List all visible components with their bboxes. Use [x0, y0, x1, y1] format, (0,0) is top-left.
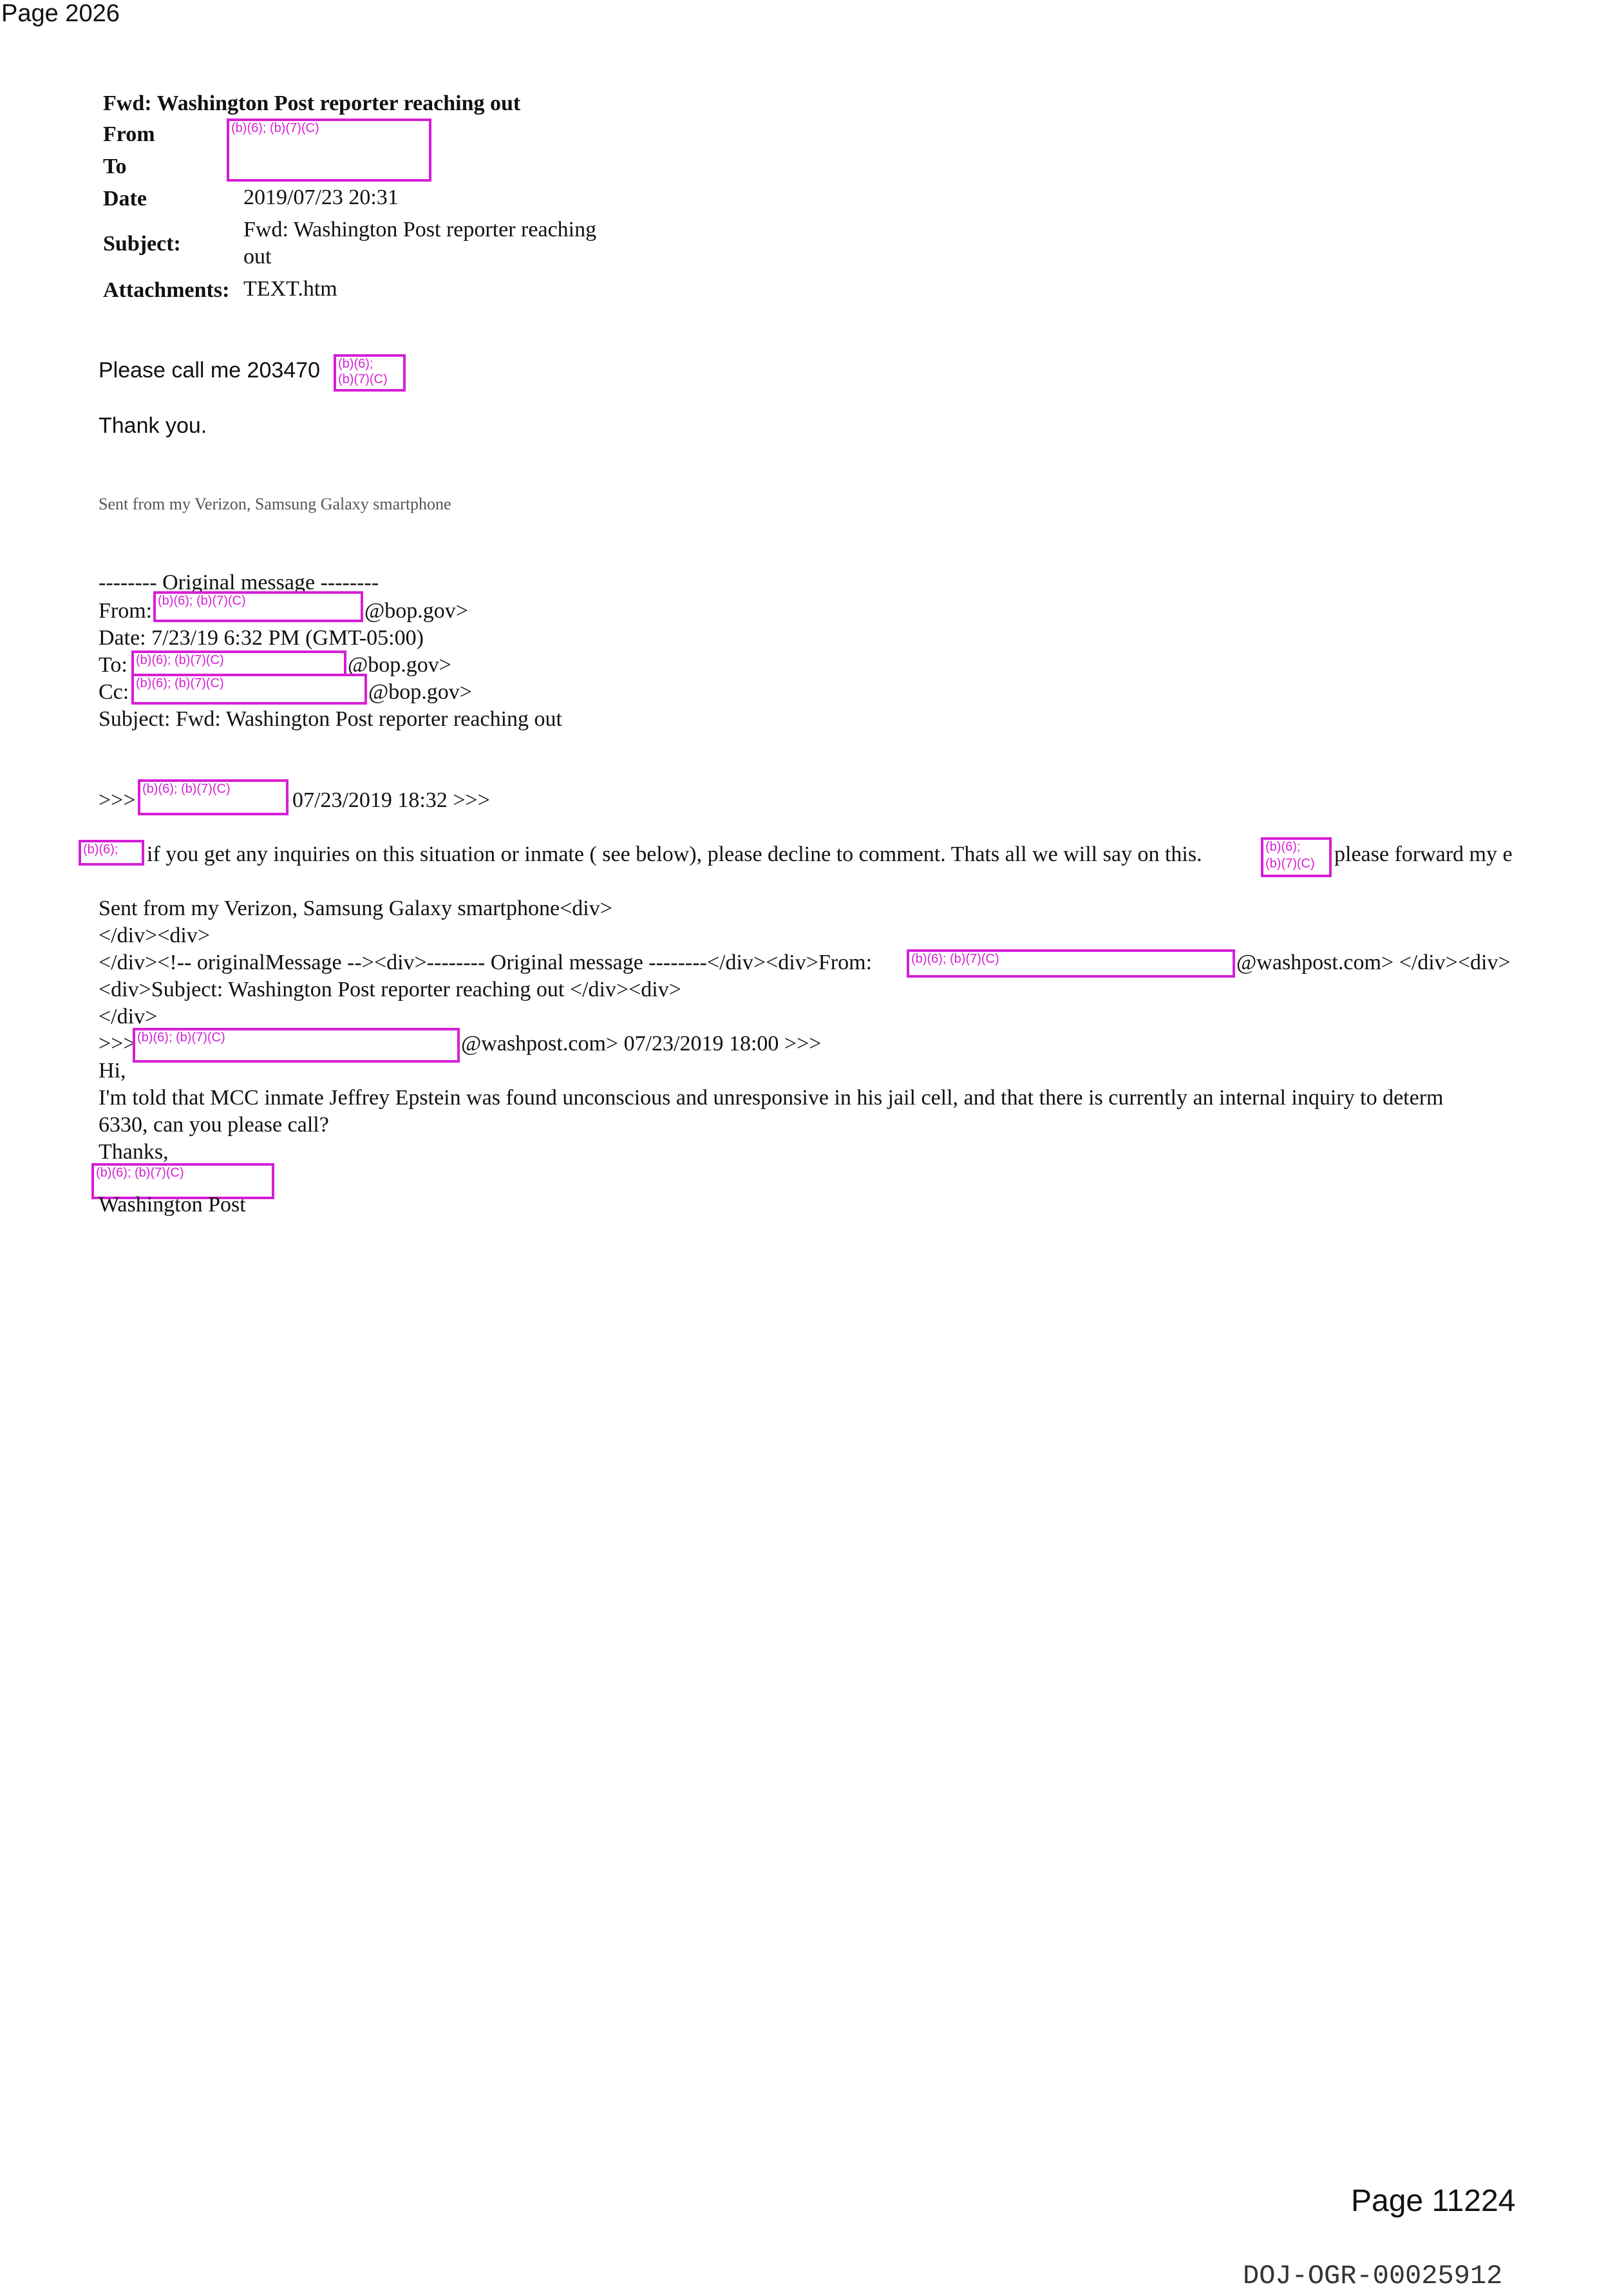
redaction-label: (b)(6); (b)(7)(C): [136, 676, 224, 690]
redaction-label: (b)(6); (b)(7)(C): [158, 594, 246, 608]
instruction-text: if you get any inquiries on this situation or inmate ( see below), please decline to comment. Thats all we will say on this.: [147, 842, 1202, 866]
instruction-tail: please forward my e: [1334, 842, 1513, 866]
body-line2: 6330, can you please call?: [99, 1113, 329, 1137]
redaction-label: (b)(7)(C): [338, 372, 388, 386]
date-value: 2019/07/23 20:31: [243, 185, 399, 209]
quote-suffix: 07/23/2019 18:32 >>>: [292, 788, 490, 812]
attachments-label: Attachments:: [103, 278, 230, 302]
attachments-value: TEXT.htm: [243, 277, 337, 301]
orig-cc-prefix: Cc:: [99, 680, 129, 704]
to-label: To: [103, 155, 127, 178]
redaction-label: (b)(6); (b)(7)(C): [142, 782, 231, 796]
quote-prefix: >>>: [99, 788, 136, 812]
quote2-suffix: @washpost.com> 07/23/2019 18:00 >>>: [461, 1032, 822, 1056]
redaction-label: (b)(6); (b)(7)(C): [911, 952, 999, 966]
call-line: Please call me 203470: [99, 358, 321, 383]
redaction-box-from: [227, 119, 431, 182]
redaction-box-phone: [334, 354, 406, 392]
hi-line: Hi,: [99, 1059, 126, 1083]
email-title: Fwd: Washington Post reporter reaching out: [103, 91, 521, 115]
orig-date-line: Date: 7/23/19 6:32 PM (GMT-05:00): [99, 626, 424, 650]
page-number: Page 11224: [1351, 2184, 1516, 2218]
body-line1: I'm told that MCC inmate Jeffrey Epstein was found unconscious and unresponsive in his jail cell, and that there is currently an internal inquiry to determ: [99, 1086, 1444, 1110]
redaction-label: (b)(6); (b)(7)(C): [231, 121, 319, 135]
redaction-label: (b)(6); (b)(7)(C): [137, 1030, 225, 1045]
redaction-label: (b)(7)(C): [1265, 857, 1315, 871]
quote2-prefix: >>>: [99, 1032, 136, 1056]
bates-number: DOJ-OGR-00025912: [1243, 2261, 1503, 2291]
org-line: Washington Post: [99, 1193, 246, 1217]
redaction-label: (b)(6); (b)(7)(C): [136, 653, 224, 667]
thanks-line: Thank you.: [99, 413, 207, 438]
div-line2-prefix: </div><!-- originalMessage --><div>-------- Original message --------</div><div>From:: [99, 951, 873, 974]
div-line3: <div>Subject: Washington Post reporter reaching out </div><div>: [99, 978, 681, 1001]
redaction-box-orig-from: [153, 591, 363, 622]
div-line1: </div><div>: [99, 924, 211, 947]
signature-line: Sent from my Verizon, Samsung Galaxy smartphone: [99, 495, 451, 513]
orig-cc-suffix: @bop.gov>: [368, 680, 472, 704]
redaction-label: (b)(6);: [1265, 840, 1301, 854]
orig-from-suffix: @bop.gov>: [364, 599, 468, 623]
orig-to-suffix: @bop.gov>: [348, 653, 451, 677]
date-label: Date: [103, 187, 147, 211]
redaction-box-washpost-from: [907, 949, 1235, 978]
orig-subject-line: Subject: Fwd: Washington Post reporter reaching out: [99, 707, 562, 731]
thanks-closing: Thanks,: [99, 1140, 169, 1164]
original-separator: -------- Original message --------: [99, 571, 379, 594]
orig-from-prefix: From:: [99, 599, 153, 623]
sent-line: Sent from my Verizon, Samsung Galaxy smartphone<div>: [99, 897, 612, 920]
page-header-label: Page 2026: [1, 0, 120, 27]
div-line4: </div>: [99, 1005, 158, 1029]
div-line2-suffix: @washpost.com> </div><div>: [1236, 951, 1511, 974]
orig-to-prefix: To:: [99, 653, 128, 677]
subject-value-line1: Fwd: Washington Post reporter reaching: [243, 218, 597, 242]
from-label: From: [103, 122, 155, 146]
redaction-box-instruction: [1261, 837, 1332, 877]
redaction-label: (b)(6); (b)(7)(C): [96, 1166, 184, 1180]
redaction-label: (b)(6);: [83, 842, 118, 857]
redaction-box-orig-to: [131, 650, 346, 676]
subject-label: Subject:: [103, 232, 181, 256]
redaction-box-addressee: [79, 840, 144, 866]
subject-value-line2: out: [243, 245, 272, 269]
redaction-box-quote: [138, 779, 288, 815]
redaction-label: (b)(6);: [338, 357, 373, 371]
redaction-box-quote2: [133, 1028, 460, 1063]
redaction-box-orig-cc: [131, 674, 367, 705]
